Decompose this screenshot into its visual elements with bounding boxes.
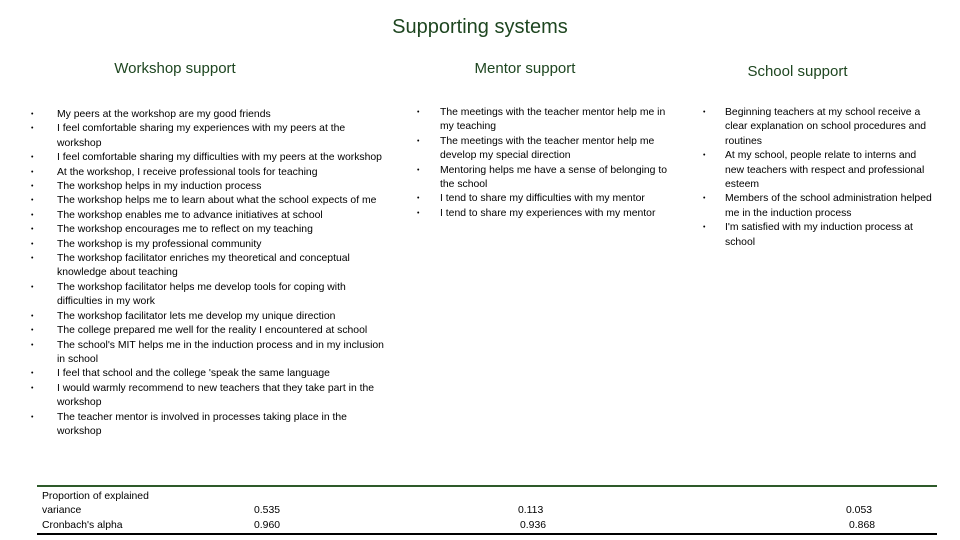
mentor-support-item-text: The meetings with the teacher mentor help me in my teaching [440, 107, 666, 133]
bullet-icon: • [703, 195, 706, 203]
workshop-support-item [31, 194, 385, 208]
school-support-heading: School support [747, 63, 848, 80]
workshop-support-item-text: I feel comfortable sharing my difficulties with my peers at the workshop [57, 152, 382, 164]
workshop-support-item-text: The teacher mentor is involved in processes taking place in the workshop [57, 411, 347, 437]
workshop-support-item [31, 310, 385, 324]
school-support-item-text: I'm satisfied with my induction process at school [725, 222, 913, 248]
bullet-icon: • [31, 111, 34, 118]
bullet-icon: • [31, 183, 34, 191]
bullet-icon: • [31, 125, 34, 133]
school-alpha-value: 0.868 [849, 520, 876, 531]
mentor-support-item [417, 106, 672, 135]
workshop-support-item-text: The school's MIT helps me in the induction process and in my inclusion in school [57, 339, 384, 365]
workshop-support-item [31, 324, 385, 338]
workshop-support-item-text: The workshop encourages me to reflect on my teaching [57, 224, 313, 236]
bullet-icon: • [31, 255, 34, 263]
mentor-support-heading: Mentor support [474, 60, 576, 77]
workshop-support-item [31, 281, 385, 310]
school-support-list [703, 106, 935, 250]
workshop-support-item [31, 339, 385, 368]
stats-labels [42, 490, 192, 533]
school-support-item-text: Members of the school administration helped me in the induction process [725, 193, 932, 219]
bullet-icon: • [703, 224, 706, 232]
workshop-support-item-text: The workshop facilitator helps me develop tools for coping with difficulties in my work [57, 281, 346, 308]
mentor-support-item-text: I tend to share my experiences with my mentor [440, 207, 656, 219]
bullet-icon: • [31, 168, 34, 176]
bullet-icon: • [703, 109, 706, 116]
workshop-support-item-text: The workshop facilitator lets me develop my unique direction [57, 310, 336, 322]
workshop-support-item [31, 108, 385, 122]
bullet-icon: • [31, 327, 34, 335]
mentor-support-item [417, 135, 672, 164]
workshop-support-item [31, 209, 385, 223]
bullet-icon: • [31, 283, 34, 291]
bullet-icon: • [31, 312, 34, 320]
slide-title: Supporting systems [392, 16, 568, 38]
bullet-icon: • [417, 195, 420, 203]
school-support-item [703, 221, 935, 250]
mentor-support-item [417, 164, 672, 193]
bullet-icon: • [31, 211, 34, 219]
table-top-rule [37, 485, 937, 487]
workshop-support-item-text: The workshop facilitator enriches my theoretical and conceptual knowledge about teaching [57, 253, 350, 279]
workshop-support-heading: Workshop support [114, 60, 236, 77]
workshop-support-item-text: The workshop enables me to advance initiatives at school [57, 209, 323, 221]
mentor-support-item [417, 192, 672, 206]
bullet-icon: • [417, 209, 420, 217]
workshop-variance-value: 0.535 [254, 505, 281, 516]
mentor-support-item [417, 207, 672, 221]
workshop-support-item-text: The workshop helps me to learn about what the school expects of me [57, 195, 377, 207]
workshop-support-list [31, 108, 385, 439]
bullet-icon: • [31, 370, 34, 378]
mentor-alpha-value: 0.936 [520, 520, 547, 531]
workshop-support-item [31, 166, 385, 180]
workshop-support-item-text: The college prepared me well for the reality I encountered at school [57, 325, 368, 337]
workshop-support-item [31, 223, 385, 237]
workshop-support-item-text: The workshop helps in my induction process [57, 181, 262, 193]
workshop-support-item [31, 238, 385, 252]
workshop-support-item [31, 122, 385, 151]
workshop-support-item-text: My peers at the workshop are my good friends [57, 109, 271, 120]
school-support-item [703, 106, 935, 149]
workshop-alpha-value: 0.960 [254, 520, 281, 531]
bullet-icon: • [31, 384, 34, 392]
workshop-support-item [31, 252, 385, 281]
bullet-icon: • [31, 226, 34, 234]
workshop-support-item-text: At the workshop, I receive professional tools for teaching [57, 166, 318, 178]
table-bottom-rule [37, 533, 937, 535]
mentor-support-item-text: The meetings with the teacher mentor help me develop my special direction [440, 135, 655, 162]
mentor-variance-value: 0.113 [518, 505, 544, 516]
school-variance-value: 0.053 [846, 505, 873, 516]
workshop-support-item [31, 382, 385, 411]
bullet-icon: • [417, 137, 420, 145]
bullet-icon: • [703, 152, 706, 160]
bullet-icon: • [31, 240, 34, 248]
bullet-icon: • [31, 341, 34, 349]
bullet-icon: • [417, 166, 420, 174]
workshop-support-item-text: I feel that school and the college 'speak the same language [57, 368, 330, 380]
alpha-label: Cronbach's alpha [42, 519, 123, 531]
school-support-item-text: Beginning teachers at my school receive a clear explanation on school procedures and routines [725, 107, 927, 147]
bullet-icon: • [31, 413, 34, 421]
workshop-support-item [31, 180, 385, 194]
school-support-item-text: At my school, people relate to interns and new teachers with respect and professional esteem [725, 150, 925, 191]
school-support-item [703, 149, 935, 192]
bullet-icon: • [31, 197, 34, 205]
variance-label-line2: variance [42, 505, 82, 517]
school-support-item [703, 192, 935, 221]
variance-label-line1: Proportion of explained [42, 491, 149, 502]
bullet-icon: • [31, 154, 34, 162]
workshop-support-item-text: The workshop is my professional community [57, 238, 262, 250]
workshop-support-item-text: I would warmly recommend to new teachers that they take part in the workshop [57, 382, 375, 409]
bullet-icon: • [417, 109, 420, 116]
mentor-support-list [417, 106, 672, 221]
workshop-support-item [31, 151, 385, 165]
mentor-support-item-text: Mentoring helps me have a sense of belonging to the school [440, 164, 668, 191]
mentor-support-item-text: I tend to share my difficulties with my mentor [440, 193, 645, 205]
workshop-support-item-text: I feel comfortable sharing my experiences with my peers at the workshop [57, 123, 346, 149]
workshop-support-item [31, 411, 385, 440]
workshop-support-item [31, 367, 385, 381]
